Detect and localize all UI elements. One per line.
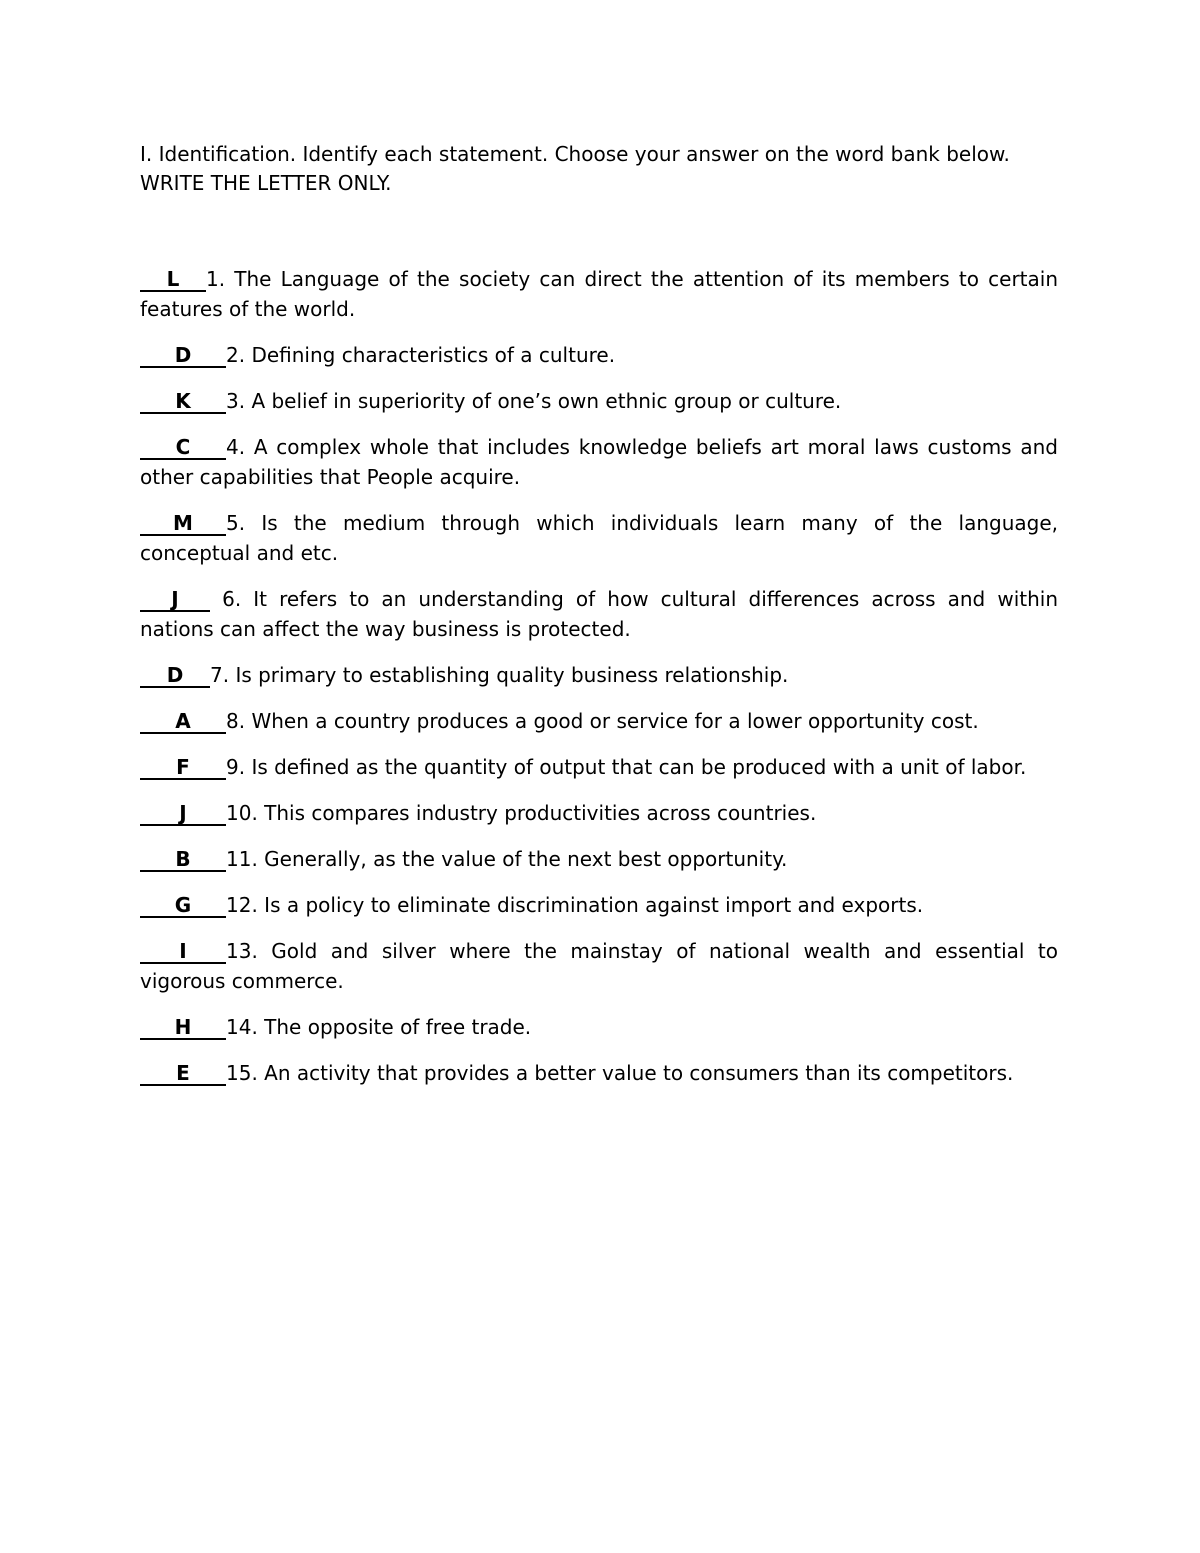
question-text-11: 11. Generally, as the value of the next best opportunity.	[226, 847, 788, 871]
question-item-12	[140, 890, 1058, 920]
question-item-13	[140, 936, 1058, 996]
answer-blank-1: L	[140, 268, 206, 292]
worksheet-page	[140, 140, 1058, 1104]
question-item-10	[140, 798, 1058, 828]
question-item-9	[140, 752, 1058, 782]
question-text-14: 14. The opposite of free trade.	[226, 1015, 532, 1039]
question-item-7	[140, 660, 1058, 690]
answer-blank-5: M	[140, 512, 226, 536]
answer-blank-10: J	[140, 802, 226, 826]
answer-blank-11: B	[140, 848, 226, 872]
question-item-14	[140, 1012, 1058, 1042]
answer-blank-8: A	[140, 710, 226, 734]
question-text-9: 9. Is defined as the quantity of output that can be produced with a unit of labor.	[226, 755, 1027, 779]
question-item-6	[140, 584, 1058, 644]
instructions-line-2: WRITE THE LETTER ONLY.	[140, 171, 392, 195]
question-item-4	[140, 432, 1058, 492]
question-text-8: 8. When a country produces a good or service for a lower opportunity cost.	[226, 709, 979, 733]
question-text-1: 1. The Language of the society can direct the attention of its members to certain features of the world.	[140, 267, 1058, 321]
answer-blank-4: C	[140, 436, 226, 460]
question-text-10: 10. This compares industry productivities across countries.	[226, 801, 817, 825]
question-text-13: 13. Gold and silver where the mainstay of national wealth and essential to vigorous commerce.	[140, 939, 1058, 993]
question-item-3	[140, 386, 1058, 416]
answer-blank-12: G	[140, 894, 226, 918]
question-item-8	[140, 706, 1058, 736]
question-list	[140, 264, 1058, 1088]
question-item-11	[140, 844, 1058, 874]
answer-blank-14: H	[140, 1016, 226, 1040]
question-item-1	[140, 264, 1058, 324]
instructions-line-1: I. Identification. Identify each statement. Choose your answer on the word bank below.	[140, 142, 1010, 166]
question-item-2	[140, 340, 1058, 370]
question-text-15: 15. An activity that provides a better value to consumers than its competitors.	[226, 1061, 1014, 1085]
answer-blank-3: K	[140, 390, 226, 414]
answer-blank-6: J	[140, 588, 210, 612]
question-text-7: 7. Is primary to establishing quality business relationship.	[210, 663, 789, 687]
question-text-12: 12. Is a policy to eliminate discrimination against import and exports.	[226, 893, 924, 917]
answer-blank-13: I	[140, 940, 226, 964]
question-item-5	[140, 508, 1058, 568]
answer-blank-15: E	[140, 1062, 226, 1086]
question-text-5: 5. Is the medium through which individuals learn many of the language, conceptual and etc.	[140, 511, 1058, 565]
question-item-15	[140, 1058, 1058, 1088]
answer-blank-2: D	[140, 344, 226, 368]
answer-blank-7: D	[140, 664, 210, 688]
question-text-6: 6. It refers to an understanding of how cultural differences across and within nations can affect the way business is protected.	[140, 587, 1058, 641]
question-text-4: 4. A complex whole that includes knowledge beliefs art moral laws customs and other capabilities that People acquire.	[140, 435, 1058, 489]
question-text-3: 3. A belief in superiority of one’s own ethnic group or culture.	[226, 389, 842, 413]
answer-blank-9: F	[140, 756, 226, 780]
instructions	[140, 140, 1058, 198]
question-text-2: 2. Defining characteristics of a culture.	[226, 343, 616, 367]
